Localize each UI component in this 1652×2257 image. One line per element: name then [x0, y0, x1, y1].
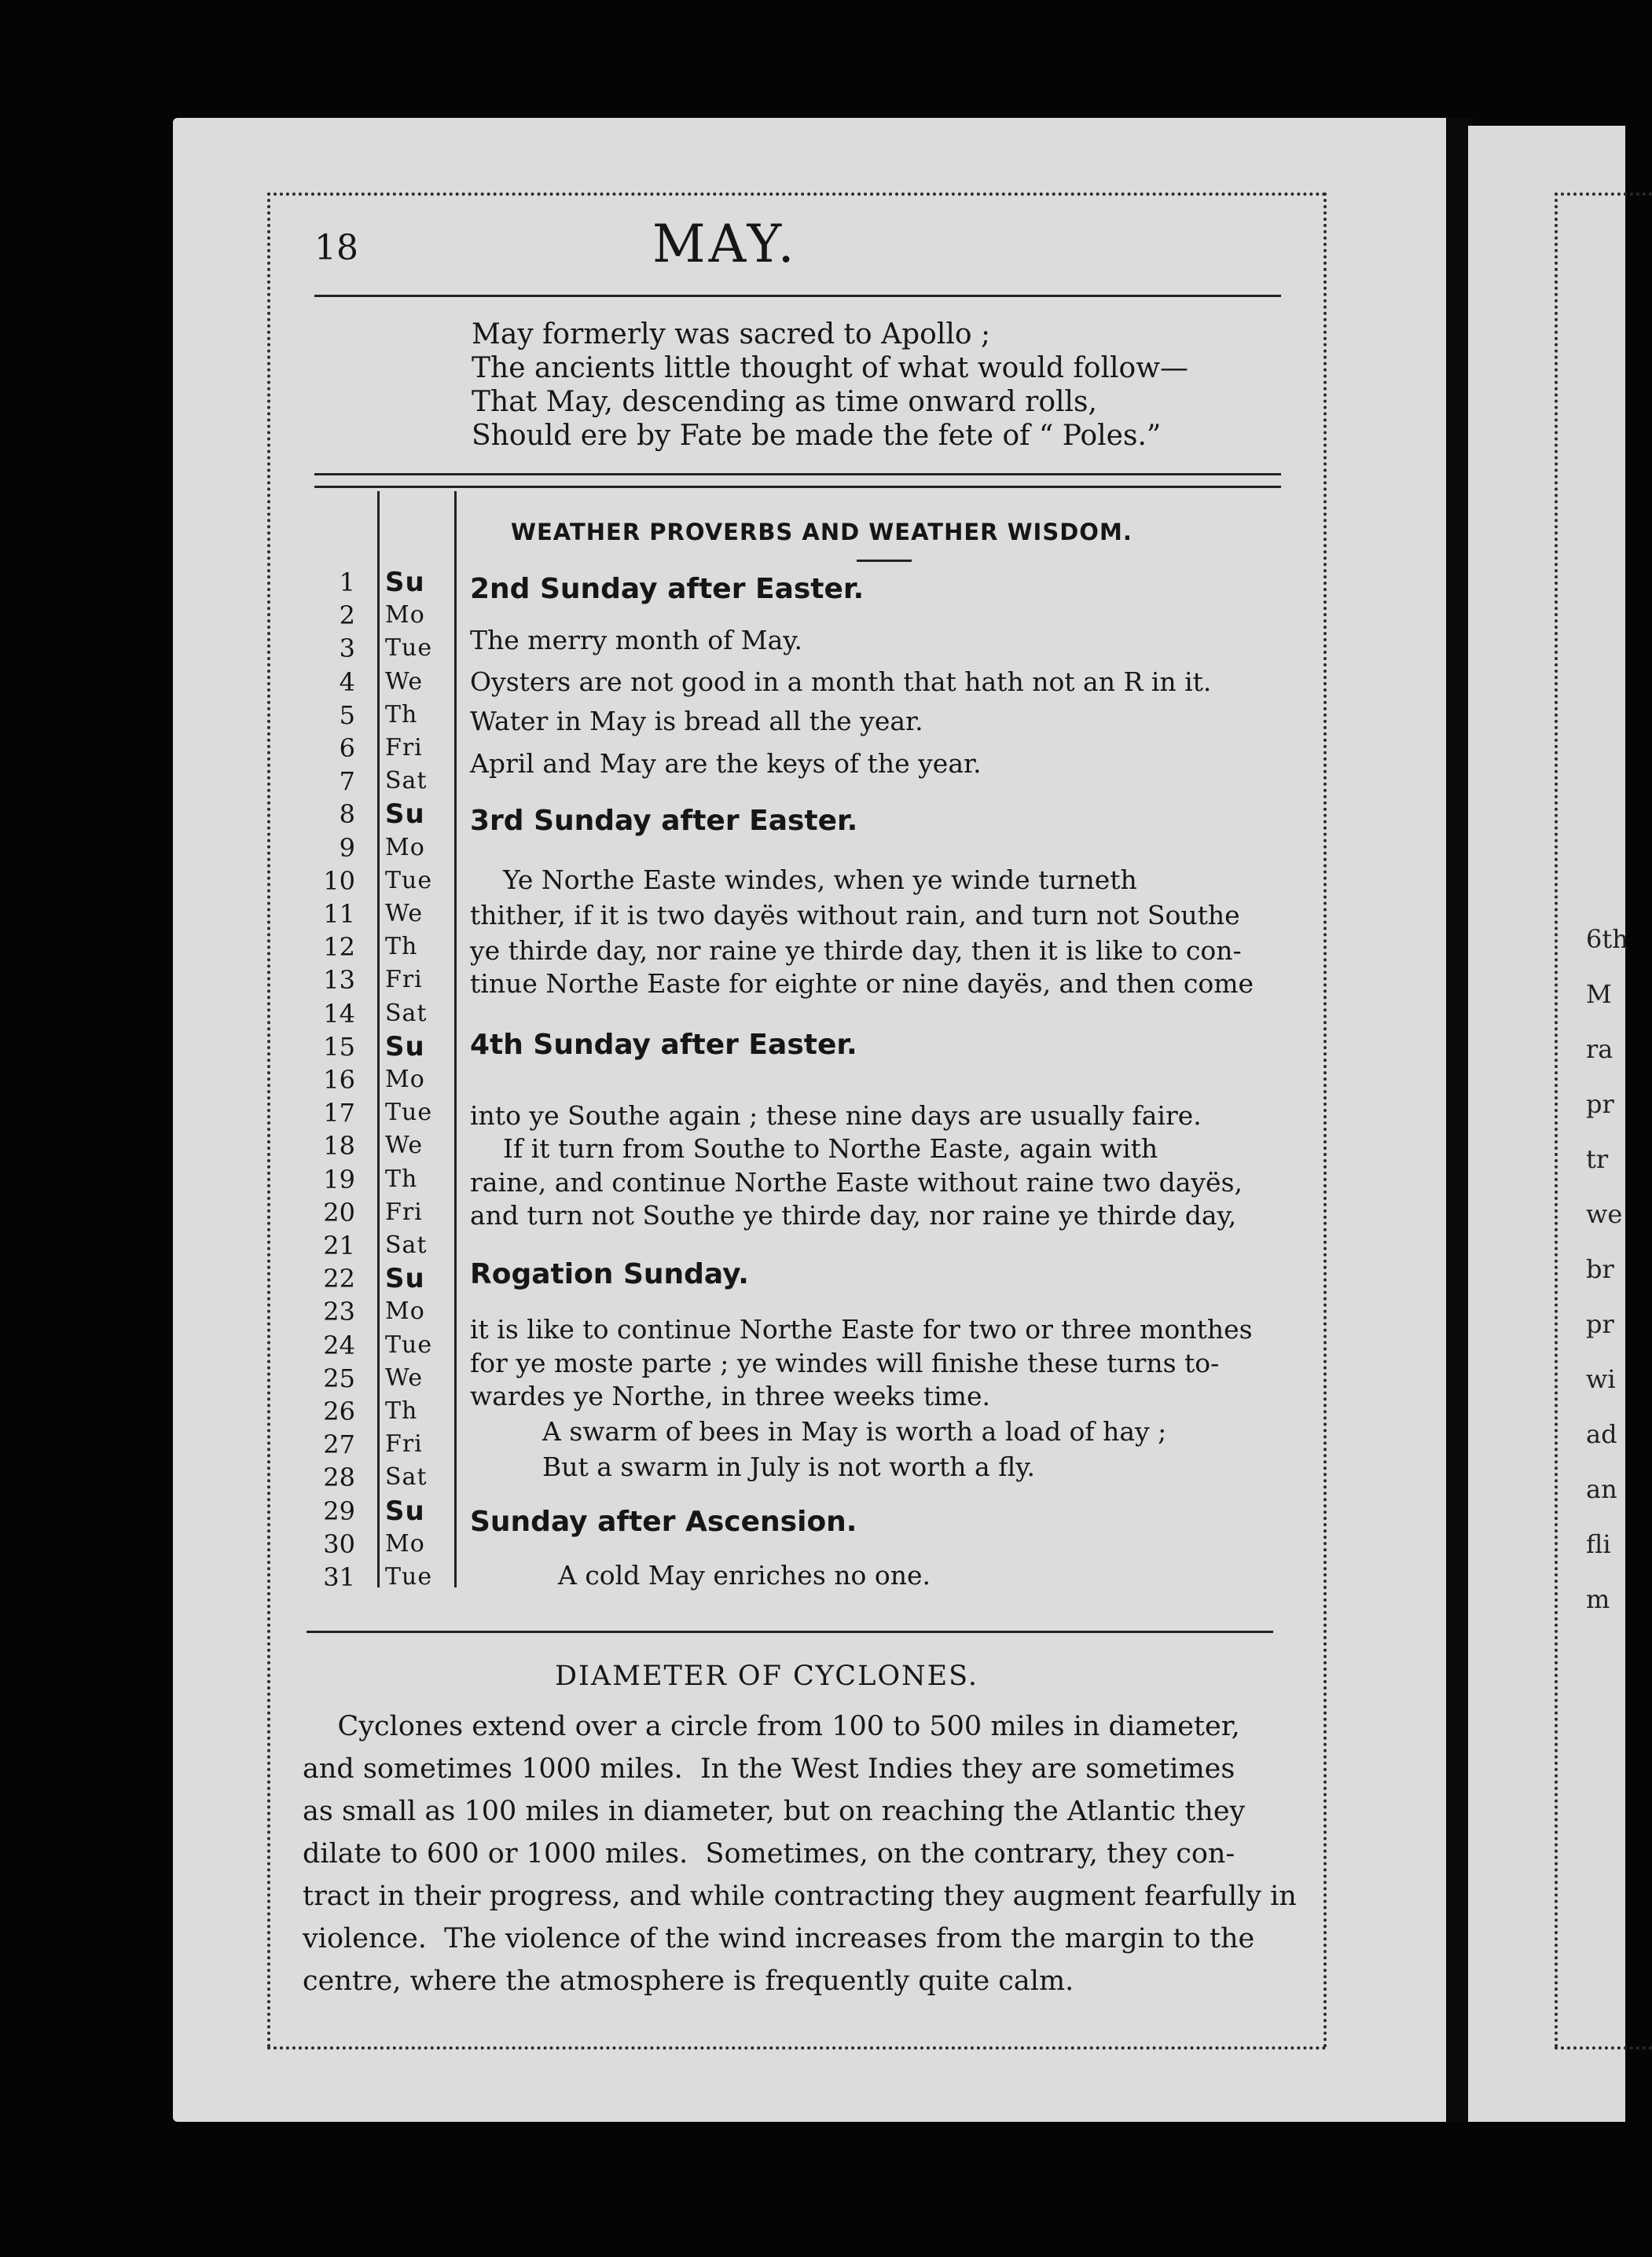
verse-line: The ancients little thought of what would follow—: [472, 352, 1189, 384]
page-number: 18: [314, 228, 358, 268]
proverb-line: raine, and continue Northe Easte without raine two dayës,: [470, 1167, 1243, 1198]
right-page-text: [1586, 912, 1628, 1627]
right-page-fragment: ra: [1586, 1034, 1613, 1064]
day-of-week: Sat: [385, 1231, 428, 1259]
sunday-heading: 3rd Sunday after Easter.: [470, 805, 858, 837]
cyclones-line: Cyclones extend over a circle from 100 to 500 miles in diameter,: [303, 1711, 1240, 1742]
day-of-week: We: [385, 900, 424, 927]
day-number: 15: [323, 1031, 355, 1062]
day-of-week: Sat: [385, 767, 428, 795]
day-of-week: Su: [385, 798, 425, 831]
day-of-week: Mo: [385, 833, 425, 861]
day-number: 26: [323, 1396, 355, 1426]
day-number: 28: [323, 1462, 355, 1493]
day-number: 21: [323, 1231, 355, 1261]
day-number: 16: [323, 1065, 355, 1095]
day-number: 25: [323, 1363, 355, 1393]
day-of-week: Th: [385, 1397, 418, 1425]
proverb-line: thither, if it is two dayës without rain, and turn not Southe: [470, 900, 1240, 930]
day-of-week: Tue: [385, 1563, 433, 1591]
right-page-fragment: wi: [1586, 1364, 1616, 1394]
day-number: 6: [339, 733, 355, 763]
section-heading: WEATHER PROVERBS AND WEATHER WISDOM.: [511, 519, 1133, 545]
sunday-heading: 2nd Sunday after Easter.: [470, 573, 865, 605]
day-number: 11: [323, 899, 355, 929]
proverb-line: April and May are the keys of the year.: [470, 748, 982, 779]
day-of-week: Su: [385, 1495, 425, 1527]
day-of-week: Sat: [385, 1463, 428, 1492]
day-number: 17: [323, 1098, 355, 1128]
day-number: 29: [323, 1495, 355, 1526]
right-page-fragment: an: [1586, 1474, 1617, 1504]
day-number: 3: [339, 633, 355, 664]
day-number: 10: [323, 865, 355, 896]
double-rule-bottom: [314, 486, 1281, 488]
column-divider-left: [377, 491, 380, 1587]
day-number: 5: [339, 699, 355, 730]
verse-line: May formerly was sacred to Apollo ;: [472, 318, 991, 350]
verse-line: That May, descending as time onward rolls,: [472, 386, 1097, 418]
proverb-line: and turn not Southe ye thirde day, nor raine ye thirde day,: [470, 1200, 1237, 1231]
day-of-week: Tue: [385, 634, 433, 662]
right-page-fragment: m: [1586, 1584, 1610, 1614]
day-number: 22: [323, 1264, 355, 1294]
day-number: 30: [323, 1529, 355, 1559]
day-of-week: Su: [385, 1263, 425, 1295]
day-of-week: Fri: [385, 966, 423, 994]
day-of-week: Th: [385, 700, 418, 728]
day-number: 24: [323, 1330, 355, 1360]
proverb-line: it is like to continue Northe Easte for two or three monthes: [470, 1314, 1253, 1345]
day-number: 20: [323, 1197, 355, 1228]
cyclones-line: centre, where the atmosphere is frequently quite calm.: [303, 1965, 1074, 1997]
day-number: 13: [323, 965, 355, 996]
proverb-line: But a swarm in July is not worth a fly.: [542, 1451, 1035, 1482]
proverb-line: Ye Northe Easte windes, when ye winde turneth: [470, 864, 1137, 895]
verse-line: Should ere by Fate be made the fete of “ Poles.”: [472, 420, 1162, 452]
right-page-fragment: pr: [1586, 1309, 1614, 1339]
day-number: 9: [339, 832, 355, 863]
day-number: 14: [323, 998, 355, 1029]
day-number: 18: [323, 1131, 355, 1162]
title-rule: [314, 295, 1281, 297]
cyclones-line: violence. The violence of the wind increases from the margin to the: [303, 1923, 1255, 1954]
day-of-week: Fri: [385, 734, 423, 762]
proverb-line: A swarm of bees in May is worth a load of hay ;: [542, 1416, 1167, 1447]
proverb-line: ye thirde day, nor raine ye thirde day, then it is like to con-: [470, 935, 1242, 966]
day-of-week: Fri: [385, 1430, 423, 1459]
sunday-heading: Sunday after Ascension.: [470, 1506, 857, 1538]
proverb-line: tinue Northe Easte for eighte or nine dayës, and then come: [470, 968, 1254, 999]
day-number: 12: [323, 932, 355, 963]
proverb-line: for ye moste parte ; ye windes will finishe these turns to-: [470, 1348, 1220, 1378]
day-number: 19: [323, 1164, 355, 1195]
right-page-fragment: we: [1586, 1199, 1623, 1229]
month-title: MAY.: [652, 214, 798, 274]
day-of-week: We: [385, 1132, 424, 1160]
day-of-week: We: [385, 1363, 424, 1392]
day-of-week: Mo: [385, 1066, 425, 1093]
proverb-line: wardes ye Northe, in three weeks time.: [470, 1381, 990, 1411]
right-page-fragment: tr: [1586, 1144, 1609, 1174]
right-page-fragment: ad: [1586, 1419, 1617, 1449]
cyclones-paragraph: [303, 1705, 1297, 2002]
cyclones-line: dilate to 600 or 1000 miles. Sometimes, on the contrary, they con-: [303, 1838, 1235, 1870]
right-page-fragment: 6th: [1586, 924, 1628, 954]
sunday-heading: Rogation Sunday.: [470, 1258, 749, 1290]
day-number: 23: [323, 1297, 355, 1327]
day-number: 1: [339, 567, 355, 597]
day-number: 4: [339, 666, 355, 697]
proverb-line: A cold May enriches no one.: [558, 1560, 931, 1591]
day-number: 7: [339, 766, 355, 797]
cyclones-line: tract in their progress, and while contracting they augment fearfully in: [303, 1881, 1297, 1912]
day-of-week: Th: [385, 933, 418, 961]
right-page-fragment: M: [1586, 979, 1612, 1009]
verse: [472, 317, 1188, 453]
day-of-week: Tue: [385, 1099, 433, 1127]
day-of-week: Su: [385, 1030, 425, 1062]
day-number: 8: [339, 799, 355, 830]
proverb-line: If it turn from Southe to Northe Easte, again with: [470, 1133, 1158, 1164]
double-rule-top: [314, 473, 1281, 475]
cyclones-line: as small as 100 miles in diameter, but on reaching the Atlantic they: [303, 1796, 1246, 1827]
day-of-week: Th: [385, 1165, 418, 1193]
right-page-fragment: fli: [1586, 1529, 1611, 1559]
day-of-week: Mo: [385, 601, 425, 629]
proverb-line: Oysters are not good in a month that hath not an R in it.: [470, 666, 1212, 697]
sunday-heading: 4th Sunday after Easter.: [470, 1029, 857, 1061]
proverb-line: into ye Southe again ; these nine days are usually faire.: [470, 1100, 1202, 1131]
section-divider: [307, 1631, 1273, 1633]
day-of-week: We: [385, 667, 424, 695]
right-page-fragment: br: [1586, 1254, 1614, 1284]
heading-underline: [857, 560, 912, 562]
column-divider-right: [454, 491, 457, 1587]
day-of-week: Sat: [385, 999, 428, 1027]
day-of-week: Mo: [385, 1297, 425, 1326]
day-of-week: Tue: [385, 1330, 433, 1359]
day-of-week: Su: [385, 567, 425, 598]
right-page-fragment: pr: [1586, 1089, 1614, 1119]
proverb-line: The merry month of May.: [470, 625, 802, 655]
day-number: 27: [323, 1429, 355, 1460]
day-number: 31: [323, 1562, 355, 1592]
day-of-week: Mo: [385, 1529, 425, 1558]
proverb-line: Water in May is bread all the year.: [470, 706, 923, 736]
cyclones-line: and sometimes 1000 miles. In the West Indies they are sometimes: [303, 1753, 1235, 1785]
day-of-week: Tue: [385, 866, 433, 894]
day-of-week: Fri: [385, 1198, 423, 1226]
day-number: 2: [339, 600, 355, 631]
cyclones-title: DIAMETER OF CYCLONES.: [555, 1661, 979, 1692]
